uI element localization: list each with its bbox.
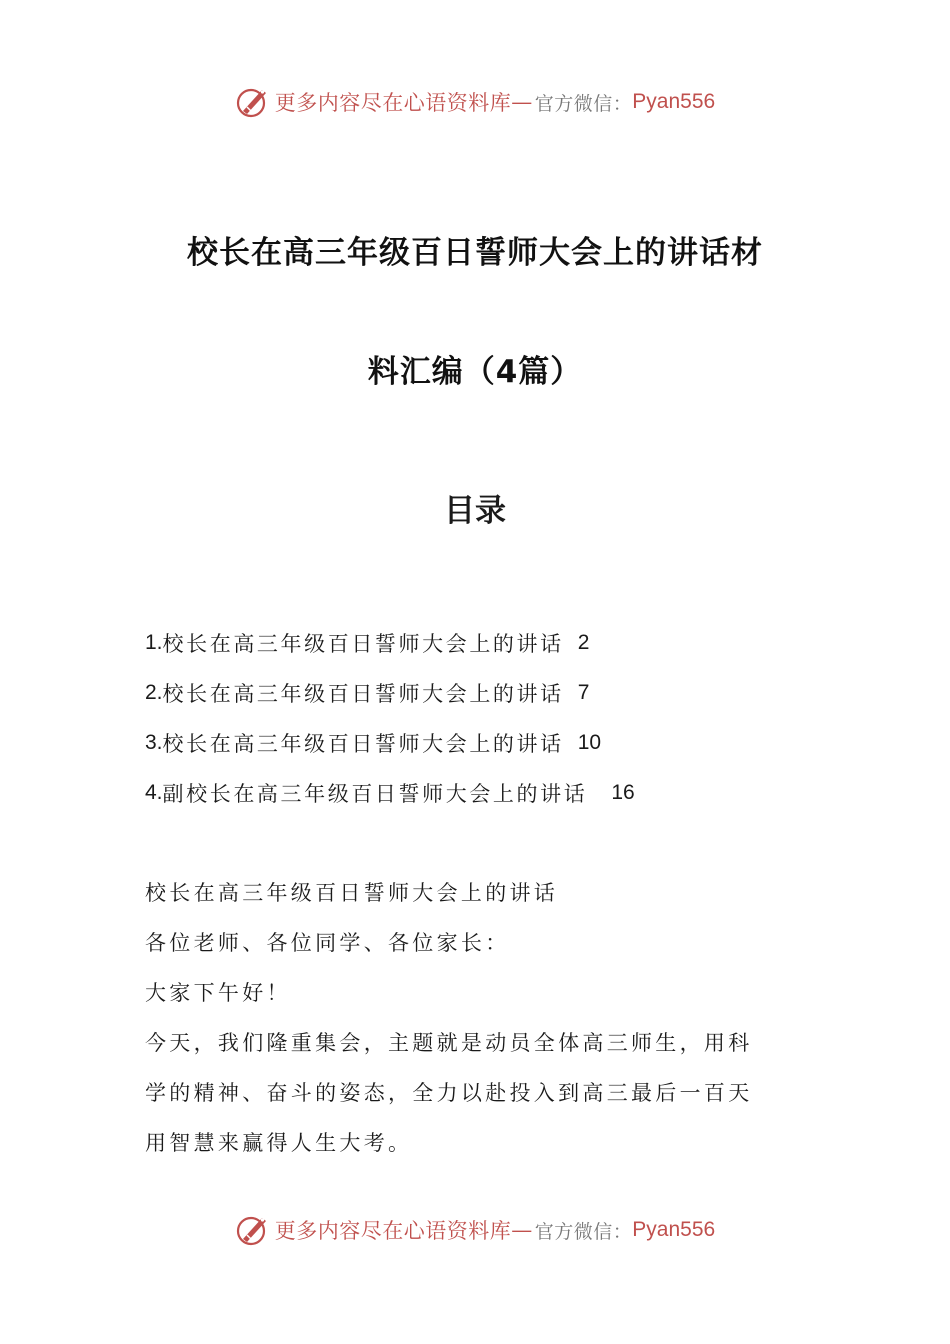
- toc-item-title: 副校长在高三年级百日誓师大会上的讲话: [162, 782, 588, 806]
- toc-item-title: 校长在高三年级百日誓师大会上的讲话: [162, 682, 564, 706]
- speech-greeting: 大家下午好！: [145, 981, 291, 1005]
- watermark-wechat-id: Pyan556: [632, 1218, 716, 1241]
- speech-paragraph-line1: 今天，我们隆重集会，主题就是动员全体高三师生，用科: [145, 1031, 753, 1055]
- watermark-banner-bottom: [0, 1210, 950, 1250]
- document-title-line2: 料汇编（4篇）: [367, 354, 583, 390]
- toc-item-number: 2.: [145, 681, 163, 704]
- table-of-contents: [145, 618, 635, 818]
- speech-salutation: 各位老师、各位同学、各位家长：: [145, 931, 510, 955]
- toc-item-page: 2: [577, 631, 590, 654]
- toc-item-page: 10: [577, 731, 602, 754]
- toc-item-number: 4.: [145, 781, 163, 804]
- watermark-dash: —: [511, 90, 533, 114]
- toc-item-1[interactable]: [145, 618, 635, 668]
- watermark-text: 更多内容尽在心语资料库: [274, 1219, 512, 1243]
- toc-heading: 目录: [444, 493, 506, 529]
- document-title-line1: 校长在高三年级百日誓师大会上的讲话材: [187, 235, 763, 271]
- speech-body: [145, 868, 810, 1168]
- watermark-wechat-label: 官方微信：: [534, 92, 633, 115]
- watermark-banner-top: [0, 82, 950, 122]
- toc-item-2[interactable]: [145, 668, 635, 718]
- toc-item-number: 3.: [145, 731, 163, 754]
- toc-item-3[interactable]: [145, 718, 635, 768]
- toc-item-page: 7: [577, 681, 590, 704]
- speech-paragraph-line3: 用智慧来赢得人生大考。: [145, 1131, 413, 1155]
- toc-item-title: 校长在高三年级百日誓师大会上的讲话: [162, 632, 564, 656]
- watermark-wechat-label: 官方微信：: [534, 1220, 633, 1243]
- speech-paragraph-line2: 学的精神、奋斗的姿态，全力以赴投入到高三最后一百天: [145, 1081, 753, 1105]
- toc-item-4[interactable]: [145, 768, 635, 818]
- watermark-wechat-id: Pyan556: [632, 90, 716, 113]
- speech-title: 校长在高三年级百日誓师大会上的讲话: [145, 881, 559, 905]
- watermark-text: 更多内容尽在心语资料库: [274, 91, 512, 115]
- pen-nib-circle-icon: [235, 84, 271, 120]
- toc-item-number: 1.: [145, 631, 163, 654]
- pen-nib-circle-icon: [235, 1212, 271, 1248]
- toc-item-page: 16: [611, 781, 635, 804]
- toc-item-title: 校长在高三年级百日誓师大会上的讲话: [162, 732, 564, 756]
- watermark-dash: —: [511, 1218, 533, 1242]
